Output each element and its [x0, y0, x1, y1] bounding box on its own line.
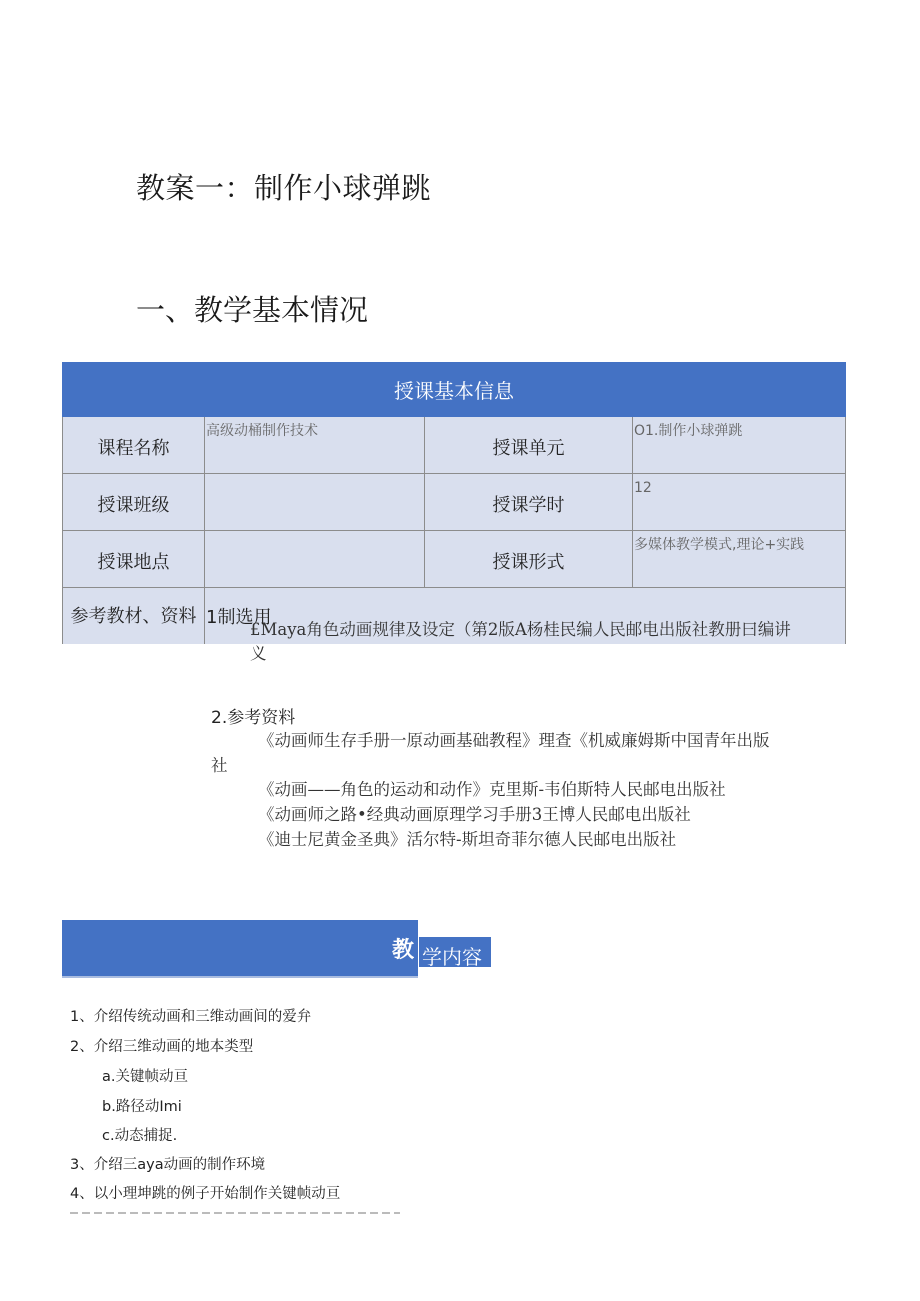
- reference-start: 1制选用: [205, 588, 846, 645]
- format-value: 多媒体教学模式,理论+实践: [633, 531, 846, 588]
- list-item: c.动态捕捉.: [102, 1128, 178, 1144]
- cropped-text-line: [70, 1210, 400, 1215]
- banner-title: 学内容: [422, 945, 482, 969]
- textbook-line: £Maya角色动画规律及设定（第2版A杨桂民编人民邮电出版社教册曰编讲: [250, 620, 791, 639]
- course-name-label: 课程名称: [63, 417, 205, 474]
- list-item: 3、介绍三aya动画的制作环境: [70, 1157, 266, 1173]
- section-heading: 一、教学基本情况: [136, 293, 369, 327]
- location-label: 授课地点: [63, 531, 205, 588]
- list-item: a.关键帧动亘: [102, 1069, 188, 1085]
- class-value: [205, 474, 425, 531]
- unit-value: O1.制作小球弹跳: [633, 417, 846, 474]
- reference-item: 《动画师生存手册一原动画基础教程》理查《机威廉姆斯中国青年出版: [258, 731, 770, 750]
- reference-heading: 2.参考资料: [211, 708, 296, 728]
- list-item: 4、以小理坤跳的例子开始制作关键帧动亘: [70, 1186, 341, 1202]
- reference-item: 《迪士尼黄金圣典》活尔特-斯坦奇菲尔德人民邮电出版社: [258, 830, 677, 849]
- textbook-line-cont: 义: [250, 644, 267, 663]
- unit-label: 授课单元: [425, 417, 633, 474]
- reference-item: 《动画师之路•经典动画原理学习手册3王博人民邮电出版社: [258, 805, 691, 824]
- course-info-table: [62, 362, 846, 644]
- table-header: 授课基本信息: [63, 363, 846, 417]
- reference-item: 《动画——角色的运动和动作》克里斯-韦伯斯特人民邮电出版社: [258, 780, 726, 799]
- course-name-value: 高级动桶制作技术: [205, 417, 425, 474]
- reference-label: 参考教材、资料: [63, 588, 205, 645]
- list-item: 1、介绍传统动画和三维动画间的爱弁: [70, 1009, 312, 1025]
- teaching-content-banner: [62, 920, 418, 978]
- table-row: [63, 474, 846, 531]
- lesson-title: 教案一：制作小球弹跳: [136, 171, 432, 205]
- list-item: b.路径动Imi: [102, 1099, 182, 1115]
- location-value: [205, 531, 425, 588]
- format-label: 授课形式: [425, 531, 633, 588]
- list-item: 2、介绍三维动画的地本类型: [70, 1039, 254, 1055]
- reference-item-cont: 社: [211, 756, 228, 775]
- class-label: 授课班级: [63, 474, 205, 531]
- banner-char: 教: [392, 938, 415, 963]
- table-row: [63, 531, 846, 588]
- hours-value: 12: [633, 474, 846, 531]
- table-row: [63, 417, 846, 474]
- hours-label: 授课学时: [425, 474, 633, 531]
